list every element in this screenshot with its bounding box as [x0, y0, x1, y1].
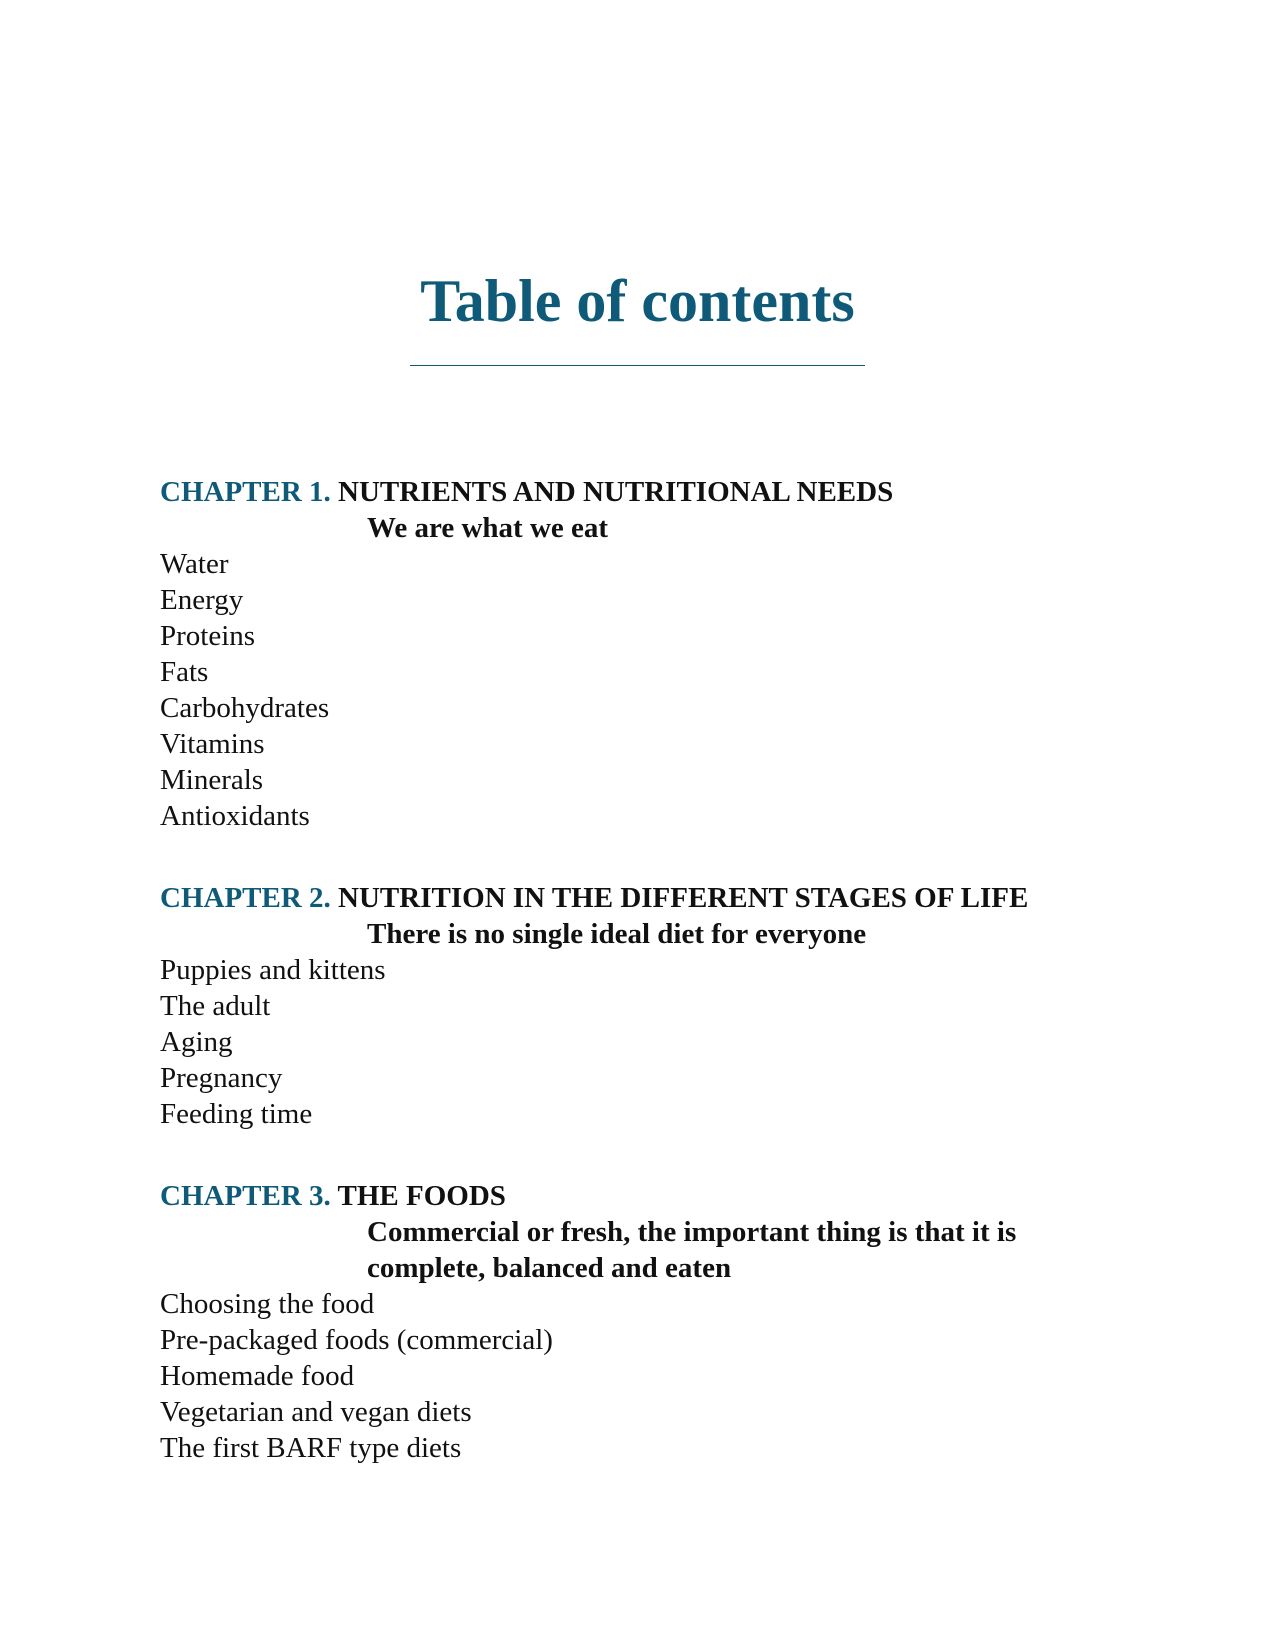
toc-entry: The first BARF type diets — [160, 1432, 462, 1464]
chapter-subtitle: We are what we eat — [367, 512, 609, 544]
chapter-items — [160, 1286, 1160, 1466]
toc-entry: Feeding time — [160, 1098, 313, 1130]
toc-entry: Proteins — [160, 620, 256, 652]
chapter-heading — [160, 880, 1160, 916]
toc-entry: Energy — [160, 584, 244, 616]
toc-entry: Homemade food — [160, 1360, 355, 1392]
chapter-label: CHAPTER 2. — [160, 882, 331, 914]
chapter-label: CHAPTER 1. — [160, 476, 331, 508]
chapter-heading — [160, 474, 1160, 510]
toc-entry: The adult — [160, 990, 271, 1022]
chapter-subtitle: Commercial or fresh, the important thing is that it is complete, balanced and eaten — [367, 1216, 1017, 1284]
chapter-title: NUTRIENTS AND NUTRITIONAL NEEDS — [338, 476, 894, 508]
toc-entry: Pre-packaged foods (commercial) — [160, 1324, 553, 1356]
page-title: Table of contents — [420, 268, 855, 334]
chapter-items — [160, 952, 1160, 1132]
toc-entry: Vitamins — [160, 728, 265, 760]
chapter-1 — [160, 474, 1160, 834]
chapter-label: CHAPTER 3. — [160, 1180, 331, 1212]
chapter-2 — [160, 880, 1160, 1132]
toc-entry: Antioxidants — [160, 800, 310, 832]
toc-entry: Water — [160, 548, 229, 580]
toc-entry: Pregnancy — [160, 1062, 283, 1094]
chapter-3 — [160, 1178, 1160, 1466]
chapter-title: THE FOODS — [337, 1180, 506, 1212]
toc-entry: Fats — [160, 656, 209, 688]
chapter-items — [160, 546, 1160, 834]
chapter-heading — [160, 1178, 1160, 1214]
toc-entry: Vegetarian and vegan diets — [160, 1396, 472, 1428]
toc-entry: Carbohydrates — [160, 692, 330, 724]
toc-entry: Puppies and kittens — [160, 954, 386, 986]
chapter-subtitle: There is no single ideal diet for everyone — [367, 918, 867, 950]
chapter-title: NUTRITION IN THE DIFFERENT STAGES OF LIFE — [338, 882, 1029, 914]
title-underline — [410, 365, 865, 366]
toc-entry: Choosing the food — [160, 1288, 375, 1320]
toc-entry: Minerals — [160, 764, 264, 796]
toc-entry: Aging — [160, 1026, 233, 1058]
